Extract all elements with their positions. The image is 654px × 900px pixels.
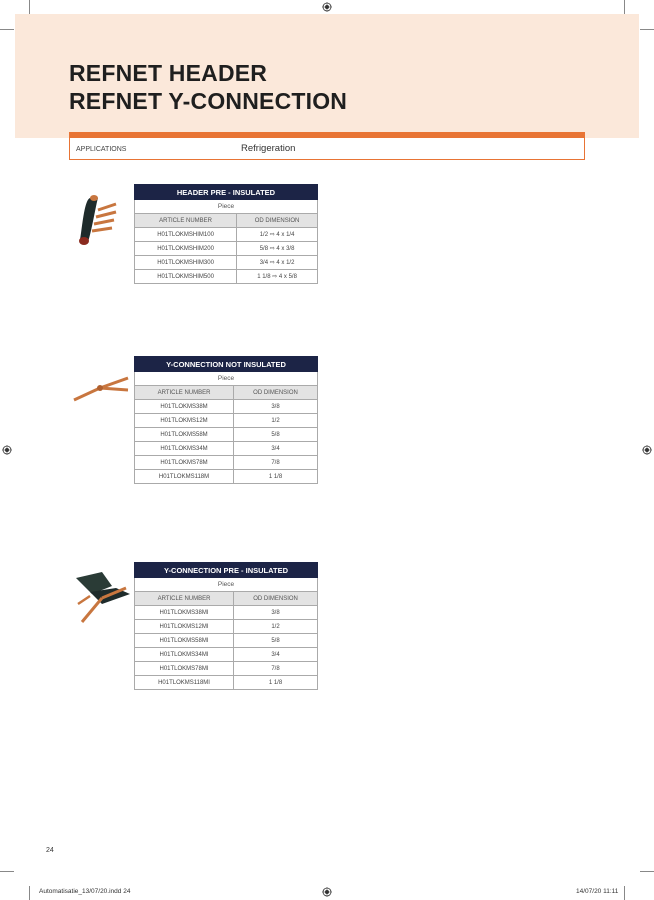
table-row [135, 270, 318, 284]
od-dimension: 1 1/8 [234, 470, 318, 484]
table-unit: Piece [135, 200, 318, 214]
y-connection-not-insulated-table [134, 356, 318, 484]
table-row [135, 676, 318, 690]
table-title: Y-CONNECTION NOT INSULATED [135, 357, 318, 372]
article-number: H01TLOKMSHIM200 [135, 242, 237, 256]
file-slug: Automatisatie_13/07/20.indd 24 [39, 888, 131, 895]
article-number: H01TLOKMSHIM500 [135, 270, 237, 284]
article-number: H01TLOKMS38M [135, 400, 234, 414]
article-number: H01TLOKMS12M [135, 414, 234, 428]
article-number: H01TLOKMS58M [135, 428, 234, 442]
trim-mark [624, 0, 625, 14]
od-dimension: 3/8 [234, 606, 318, 620]
trim-mark [29, 886, 30, 900]
od-dimension: 5/8 [234, 634, 318, 648]
table-row [135, 228, 318, 242]
trim-mark [0, 29, 14, 30]
table-row [135, 634, 318, 648]
article-number: H01TLOKMS78MI [135, 662, 234, 676]
table-row [135, 456, 318, 470]
od-dimension: 3/8 [234, 400, 318, 414]
table-unit: Piece [135, 372, 318, 386]
table-row [135, 400, 318, 414]
table-row [135, 442, 318, 456]
article-number: H01TLOKMS58MI [135, 634, 234, 648]
od-dimension: 7/8 [234, 456, 318, 470]
table-row [135, 242, 318, 256]
column-header-article: ARTICLE NUMBER [135, 386, 234, 400]
registration-mark-icon [2, 445, 12, 455]
date-slug: 14/07/20 11:11 [576, 888, 619, 895]
od-dimension: 3/4 [234, 442, 318, 456]
refnet-header-image [74, 190, 124, 246]
article-number: H01TLOKMS34M [135, 442, 234, 456]
od-dimension: 5/8 [234, 428, 318, 442]
article-number: H01TLOKMS12MI [135, 620, 234, 634]
table-title: Y-CONNECTION PRE - INSULATED [135, 563, 318, 578]
table-title: HEADER PRE - INSULATED [135, 185, 318, 200]
y-connection-pre-insulated-table [134, 562, 318, 690]
table-unit: Piece [135, 578, 318, 592]
column-header-od: OD DIMENSION [237, 214, 318, 228]
od-dimension: 1/2 [234, 620, 318, 634]
od-dimension: 1 1/8 ⇨ 4 x 5/8 [237, 270, 318, 284]
registration-mark-icon [322, 2, 332, 12]
table-row [135, 414, 318, 428]
od-dimension: 1/2 ⇨ 4 x 1/4 [237, 228, 318, 242]
od-dimension: 3/4 [234, 648, 318, 662]
column-header-od: OD DIMENSION [234, 592, 318, 606]
page-title-line-1: REFNET HEADER [69, 60, 268, 86]
table-row [135, 648, 318, 662]
applications-box [69, 138, 585, 160]
table-row [135, 662, 318, 676]
trim-mark [29, 0, 30, 14]
y-connection-image [70, 374, 132, 404]
header-pre-insulated-table [134, 184, 318, 284]
od-dimension: 7/8 [234, 662, 318, 676]
article-number: H01TLOKMSHIM300 [135, 256, 237, 270]
page-number: 24 [46, 847, 54, 854]
column-header-od: OD DIMENSION [234, 386, 318, 400]
trim-mark [640, 871, 654, 872]
table-row [135, 256, 318, 270]
od-dimension: 3/4 ⇨ 4 x 1/2 [237, 256, 318, 270]
trim-mark [640, 29, 654, 30]
od-dimension: 5/8 ⇨ 4 x 3/8 [237, 242, 318, 256]
table-row [135, 428, 318, 442]
y-connection-insulated-image [72, 570, 132, 626]
article-number: H01TLOKMSHIM100 [135, 228, 237, 242]
article-number: H01TLOKMS34MI [135, 648, 234, 662]
table-row [135, 606, 318, 620]
registration-mark-icon [322, 887, 332, 897]
article-number: H01TLOKMS118M [135, 470, 234, 484]
article-number: H01TLOKMS78M [135, 456, 234, 470]
table-row [135, 470, 318, 484]
applications-value: Refrigeration [241, 143, 296, 154]
trim-mark [0, 871, 14, 872]
article-number: H01TLOKMS118MI [135, 676, 234, 690]
od-dimension: 1 1/8 [234, 676, 318, 690]
table-row [135, 620, 318, 634]
trim-mark [624, 886, 625, 900]
od-dimension: 1/2 [234, 414, 318, 428]
registration-mark-icon [642, 445, 652, 455]
applications-label: APPLICATIONS [76, 146, 127, 153]
column-header-article: ARTICLE NUMBER [135, 592, 234, 606]
article-number: H01TLOKMS38MI [135, 606, 234, 620]
column-header-article: ARTICLE NUMBER [135, 214, 237, 228]
page-title-line-2: REFNET Y-CONNECTION [69, 88, 348, 114]
